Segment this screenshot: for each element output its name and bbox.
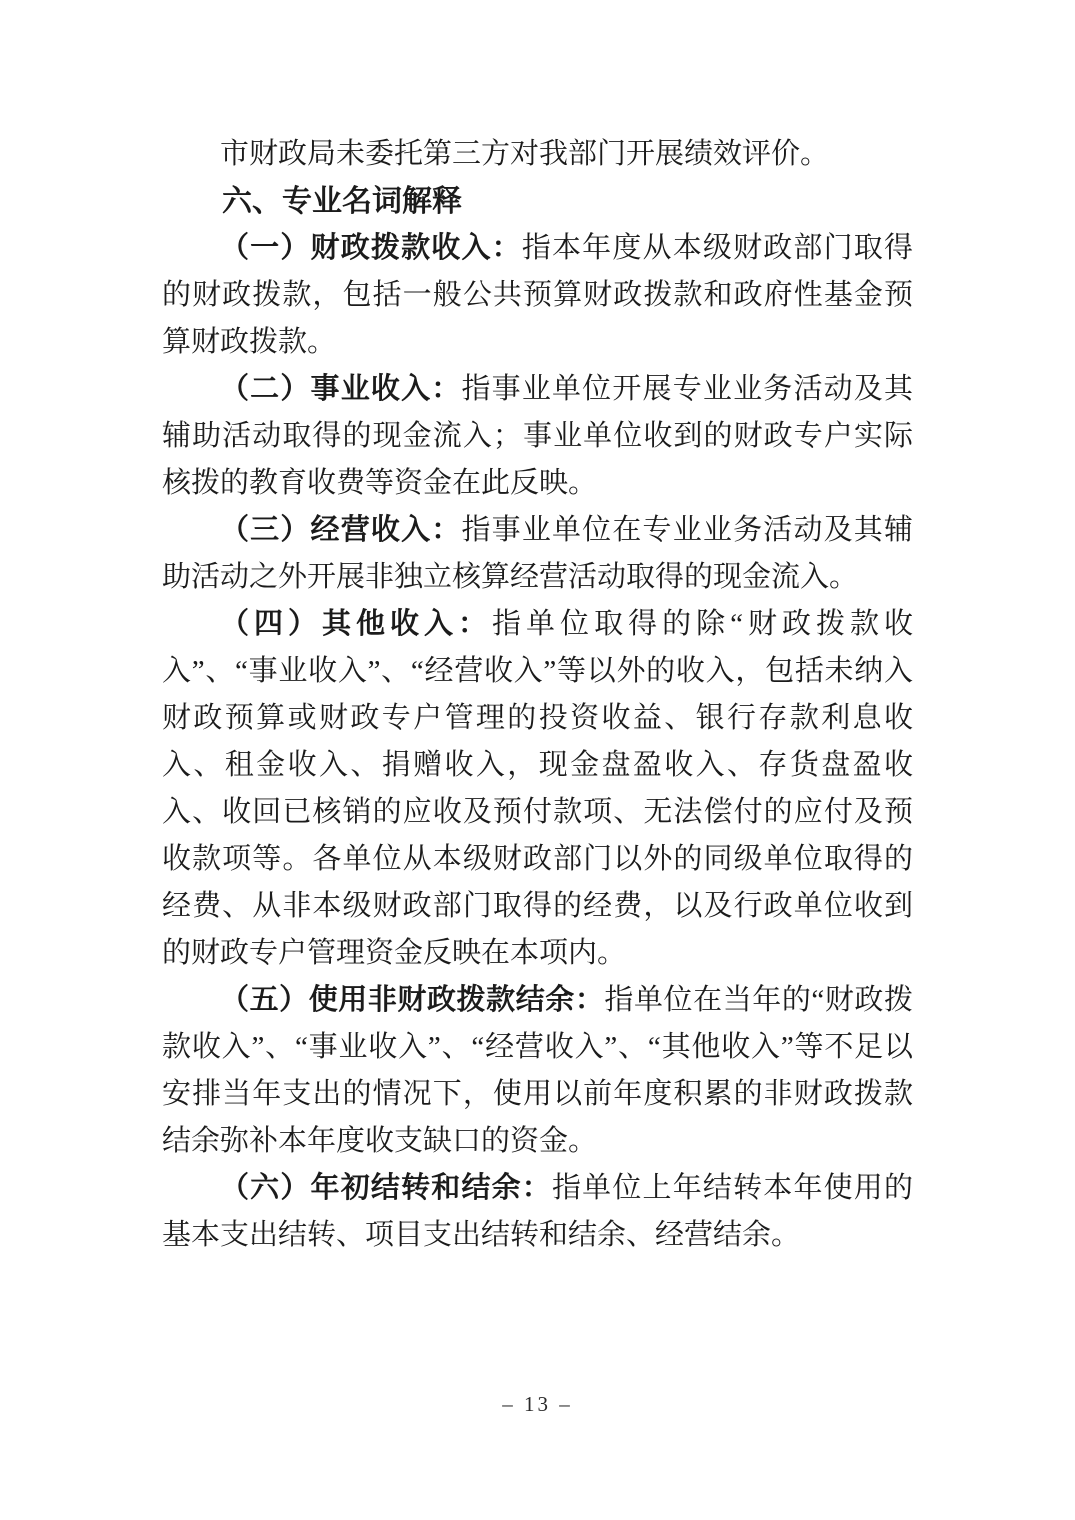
term-body: 指单位在当年的“财政拨款收入”、“事业收入”、“经营收入”、“其他收入”等不足以安排当年支出的情况下，使用以前年度积累的非财政拨款结余弥补本年度收支缺口的资金。 xyxy=(162,984,913,1157)
term-paragraph-1 xyxy=(162,225,913,366)
intro-text: 市财政局未委托第三方对我部门开展绩效评价。 xyxy=(220,138,830,170)
page-number: – 13 – xyxy=(502,1392,573,1416)
term-body: 指事业单位在专业业务活动及其辅助活动之外开展非独立核算经营活动取得的现金流入。 xyxy=(162,514,913,593)
term-lead: （五）使用非财政拨款结余： xyxy=(220,984,605,1016)
term-lead: （一）财政拨款收入： xyxy=(220,232,522,264)
term-lead: （四）其他收入： xyxy=(220,608,493,640)
term-lead: （六）年初结转和结余： xyxy=(220,1172,552,1204)
section-heading: 六、专业名词解释 xyxy=(222,185,462,218)
page-body-text xyxy=(162,131,913,1259)
term-body: 指本年度从本级财政部门取得的财政拨款，包括一般公共预算财政拨款和政府性基金预算财政拨款。 xyxy=(162,232,913,358)
term-body: 指单位取得的除“财政拨款收入”、“事业收入”、“经营收入”等以外的收入，包括未纳入财政预算或财政专户管理的投资收益、银行存款利息收入、租金收入、捐赠收入，现金盘盈收入、存货盘盈收入、收回已核销的应收及预付款项、无法偿付的应付及预收款项等。各单位从本级财政部门以外的同级单位取得的经费、从非本级财政部门取得的经费，以及行政单位收到的财政专户管理资金反映在本项内。 xyxy=(162,608,913,969)
term-lead: （二）事业收入： xyxy=(220,373,462,405)
term-paragraph-3 xyxy=(162,507,913,601)
term-paragraph-5 xyxy=(162,977,913,1165)
term-paragraph-4 xyxy=(162,601,913,977)
term-lead: （三）经营收入： xyxy=(220,514,462,546)
term-paragraph-2 xyxy=(162,366,913,507)
term-body: 指事业单位开展专业业务活动及其辅助活动取得的现金流入；事业单位收到的财政专户实际核拨的教育收费等资金在此反映。 xyxy=(162,373,913,499)
intro-paragraph xyxy=(162,131,913,178)
term-body: 指单位上年结转本年使用的基本支出结转、项目支出结转和结余、经营结余。 xyxy=(162,1172,913,1251)
term-paragraph-6 xyxy=(162,1165,913,1259)
